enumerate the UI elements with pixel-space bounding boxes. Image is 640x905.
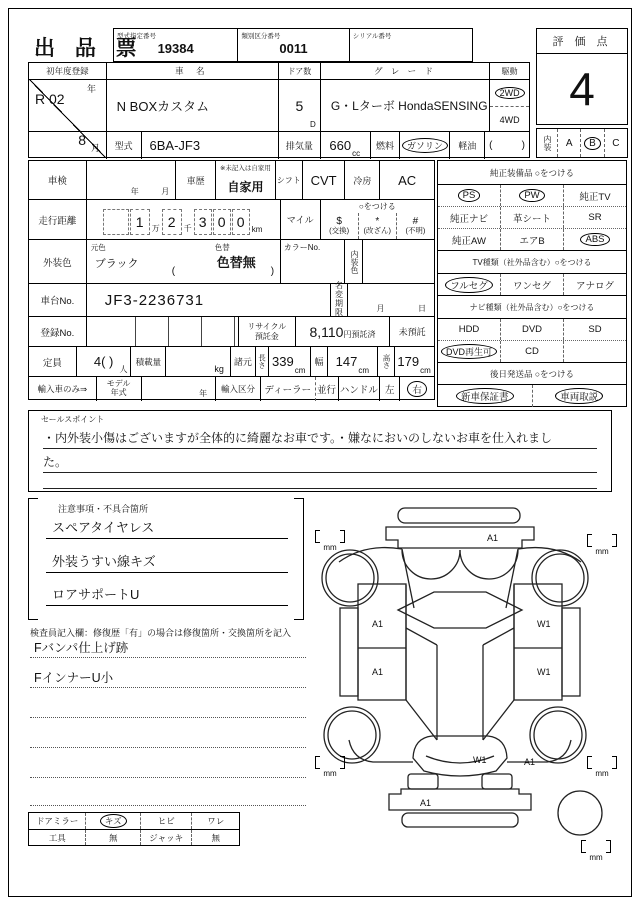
- media-dvd-play: [438, 341, 500, 362]
- shaken-date-cell: 年 月: [86, 161, 176, 199]
- front-panel: [386, 527, 534, 548]
- inspector-label: 検査員記入欄：修復歴「有」の場合は修復箇所・交換箇所を記入: [30, 628, 292, 638]
- circled-mark: 右: [409, 382, 425, 396]
- equip-ps: [438, 185, 500, 206]
- ac-value: AC: [379, 161, 434, 199]
- measure-bracket: [587, 756, 617, 779]
- odo-digit: 1: [130, 209, 150, 235]
- roof-panel: [398, 592, 522, 628]
- first-reg-cell: [29, 79, 106, 158]
- mirror-broken: ワレ: [191, 813, 239, 829]
- shift-label: シフト: [275, 161, 302, 199]
- circled-mark: B: [586, 138, 599, 149]
- damage-label-door-rr: W1: [537, 667, 551, 677]
- wheel-front-left: [322, 550, 378, 606]
- repaint-label: 色替: [214, 243, 230, 252]
- import-parallel: 並行: [315, 377, 338, 401]
- ext-color-label: 外装色: [43, 257, 72, 269]
- length-value: 339 cm: [268, 347, 310, 376]
- car-name-header: 車 名: [106, 63, 278, 79]
- circled-mark: 新車保証書: [458, 389, 512, 403]
- notes-box: [28, 498, 304, 620]
- circled-mark: ABS: [582, 234, 607, 245]
- rocker-left: [340, 608, 358, 696]
- color-no-label: カラーNo.: [283, 243, 321, 252]
- name-change-date: 月 日: [347, 284, 434, 316]
- doors-cell: [278, 80, 320, 131]
- history-cell: [215, 161, 275, 199]
- load-cell: kg: [165, 347, 230, 376]
- roof-rail-lines: [437, 645, 483, 740]
- color-no-cell: [280, 240, 345, 283]
- circled-mark: PS: [460, 190, 479, 201]
- interior-c: C: [604, 129, 627, 157]
- damage-label-door-fl: A1: [372, 619, 384, 629]
- chassis-label: 車台No.: [40, 296, 75, 307]
- mirror-crack: ヒビ: [140, 813, 192, 829]
- orig-color-label: 元色: [90, 243, 106, 252]
- equip-navi: 純正ナビ: [449, 213, 488, 225]
- car-outline: [315, 500, 630, 890]
- note-line: ロアサポートU: [46, 580, 288, 606]
- tv-fullseg: [438, 274, 500, 295]
- first-reg-header: 初年度登録: [46, 66, 89, 76]
- mark-unknown: # (不明): [396, 213, 434, 239]
- handle-right: [399, 377, 434, 401]
- odo-digit: 0: [213, 209, 231, 235]
- history-label: 車歴: [175, 161, 215, 199]
- name-change-label: 名変期限: [330, 284, 348, 316]
- rear-fenders: [349, 740, 571, 762]
- vehicle-table: [28, 62, 530, 158]
- later-ship-header: 後日発送品 ○をつける: [438, 362, 626, 384]
- month-unit: 月: [90, 143, 100, 153]
- equip-leather: 革シート: [500, 207, 563, 228]
- circled-mark: ガソリン: [404, 139, 446, 152]
- field-serial: [349, 29, 472, 61]
- equip-aw: 純正AW: [452, 235, 486, 247]
- later-manual: [532, 385, 627, 407]
- odo-unit: km: [251, 225, 263, 234]
- form-title: 出 品 票: [34, 37, 144, 60]
- field-value: 0011: [279, 40, 308, 56]
- wheel-front-right: [532, 550, 588, 606]
- car-name: N BOXカスタム: [106, 80, 278, 131]
- ac-label: 冷房: [344, 161, 379, 199]
- reg-year: R 02: [35, 91, 65, 107]
- mark-header: ○をつける: [358, 202, 396, 211]
- rear-bumper: [402, 813, 518, 827]
- score-label: 評 価 点: [537, 29, 627, 54]
- grade-value: G・Lターボ HondaSENSING: [320, 80, 489, 131]
- field-model-code: [114, 29, 237, 61]
- media-empty: [563, 341, 626, 362]
- navi-dvd: DVD: [500, 319, 563, 340]
- mirror-scratch: [85, 813, 139, 829]
- wiper-arc: [402, 550, 460, 579]
- mile-label: マイル: [280, 200, 320, 239]
- circled-mark: キズ: [102, 815, 125, 827]
- jack-none: 無: [191, 830, 239, 845]
- circled-mark: 2WD: [497, 88, 523, 98]
- rocker-right: [562, 608, 580, 696]
- fuel-gasoline: [399, 132, 449, 159]
- circled-mark: フルセグ: [447, 278, 491, 292]
- shift-value: CVT: [302, 161, 345, 199]
- odo-digit: 2: [162, 209, 182, 235]
- color-cell: 元色 ブラック 色替 色替無 ( ): [86, 240, 280, 283]
- displacement-value: 660 cc: [320, 132, 370, 159]
- equip-airbag: エアB: [500, 229, 563, 250]
- width-label: 幅: [310, 347, 328, 376]
- tool-label: 工具: [48, 832, 66, 843]
- circled-mark: PW: [521, 190, 542, 201]
- bracket-left: [28, 498, 38, 620]
- damage-label-door-rl: A1: [372, 667, 384, 677]
- measure-bracket: [315, 756, 345, 779]
- height-label: 高さ: [377, 347, 394, 376]
- later-warranty: [438, 385, 532, 407]
- orig-color: ブラック: [94, 258, 139, 270]
- damage-label-front: A1: [487, 533, 499, 543]
- jack-label: ジャッキ: [140, 830, 192, 845]
- field-label: 類別区分番号: [241, 33, 281, 40]
- sales-line-2: た。: [43, 451, 597, 473]
- model-year-label: モデル年式: [96, 377, 141, 401]
- taillight-left: [408, 774, 438, 789]
- pillar-diagonals-front: [406, 628, 514, 645]
- wiper-arc: [460, 550, 518, 579]
- rear-panel: [389, 789, 531, 810]
- inspector-line: FインナーU小: [30, 662, 306, 688]
- capacity-cell: 4( ) 人: [76, 347, 131, 376]
- doors-header: ドア数: [278, 63, 320, 79]
- import-dealer: ディーラー: [260, 377, 315, 401]
- equip-abs: [563, 229, 626, 250]
- model-value: 6BA-JF3: [141, 132, 278, 159]
- mm-unit: mm: [595, 547, 609, 556]
- sales-point-box: [28, 410, 612, 492]
- navi-sd: SD: [563, 319, 626, 340]
- fuel-paren: ( ): [484, 132, 529, 159]
- height-value: 179 cm: [394, 347, 434, 376]
- doors-sub: D: [310, 120, 316, 129]
- equip-pw: [500, 185, 563, 206]
- equipment-header: 純正装備品 ○をつける: [490, 167, 574, 178]
- header-field-box: [113, 28, 473, 62]
- tv-type-header: TV種類（社外品含む）○をつける: [438, 250, 626, 273]
- navi-type-header: ナビ種類（社外品含む）○をつける: [438, 295, 626, 318]
- odometer-cell: 1 万 2 千 3 0 0 km: [86, 200, 280, 239]
- tool-none: 無: [85, 830, 139, 845]
- reg-month: 8: [78, 132, 86, 148]
- equip-sr: SR: [563, 207, 626, 228]
- mark-exchange: $ (交換): [329, 216, 350, 236]
- front-bumper: [398, 508, 520, 523]
- mark-tamper: * (改ざん): [358, 213, 396, 239]
- inspector-line: [30, 722, 306, 748]
- wheel-rear-left: [324, 707, 380, 763]
- damage-label-rear-glass: W1: [473, 755, 487, 765]
- measure-bracket: [587, 534, 617, 557]
- displacement-label: 排気量: [278, 132, 320, 159]
- interior-a: A: [557, 129, 580, 157]
- note-line: スペアタイヤレス: [46, 513, 288, 539]
- mm-unit: mm: [595, 769, 609, 778]
- notes-label: 注意事項・不具合箇所: [58, 504, 149, 514]
- interior-label: 内装: [543, 135, 552, 151]
- pillar-diagonals-rear: [406, 700, 514, 740]
- mm-unit: mm: [323, 769, 337, 778]
- inspector-line: [30, 752, 306, 778]
- inspector-line: [30, 692, 306, 718]
- field-class-code: [237, 29, 348, 61]
- fuel-label: 燃料: [370, 132, 400, 159]
- odo-marks-cell: [320, 200, 434, 239]
- import-label: 輸入車のみ⇒: [37, 384, 88, 394]
- repaint-value: 色替無: [216, 255, 256, 270]
- measure-bracket: [581, 840, 611, 863]
- model-label: 型式: [106, 132, 141, 159]
- side-window-lines: [406, 585, 514, 700]
- field-label: 型式指定番号: [117, 33, 156, 40]
- chassis-value: JF3-2236731: [86, 284, 330, 316]
- damage-label-rear: A1: [420, 798, 432, 808]
- media-cd: CD: [500, 341, 563, 362]
- recycle-label: リサイクル預託金: [238, 317, 295, 346]
- length-label: 長さ: [255, 347, 268, 376]
- circled-mark: DVD再生可: [443, 345, 495, 358]
- recycle-value: 8,110 円預託済: [295, 317, 390, 346]
- odo-digit: 0: [232, 209, 250, 235]
- spare-tire: [558, 791, 602, 835]
- bracket-right: [294, 498, 304, 620]
- equip-tv: 純正TV: [563, 185, 626, 206]
- int-color-label: 内装色: [345, 240, 363, 283]
- taillight-right: [482, 774, 512, 789]
- sales-point-label: セールスポイント: [41, 415, 105, 424]
- spec-label: 諸元: [230, 347, 255, 376]
- int-color-cell: [344, 240, 434, 283]
- equipment-table: [437, 160, 627, 407]
- details-table: [28, 160, 435, 400]
- score-box: [536, 28, 628, 125]
- mm-unit: mm: [323, 543, 337, 552]
- fuel-diesel: 軽油: [449, 132, 484, 159]
- width-value: 147 cm: [327, 347, 377, 376]
- handle-left: 左: [379, 377, 399, 401]
- navi-hdd: HDD: [458, 324, 480, 335]
- sales-line-1: ・内外装小傷はございますが全体的に綺麗なお車です。・嫌なにおいのしないお車を仕入れまし: [43, 423, 597, 449]
- grade-header: グ レ ー ド: [320, 63, 489, 79]
- inspector-line: [30, 780, 306, 806]
- year-unit: 年: [86, 84, 96, 94]
- tv-oneseg: ワンセグ: [500, 274, 563, 295]
- shaken-label: 車検: [47, 176, 67, 187]
- recycle-alt: 未預託: [389, 317, 434, 346]
- inspector-line: Fバンパ仕上げ跡: [30, 632, 306, 658]
- score-value: 4: [569, 63, 595, 115]
- drive-cell: 2WD 4WD: [489, 80, 529, 131]
- mirror-label: ドアミラー: [36, 816, 79, 826]
- field-label: シリアル番号: [352, 33, 392, 40]
- car-diagram: [315, 500, 630, 890]
- doors-value: 5: [295, 97, 304, 114]
- history-note: ※未記入は自家用: [219, 165, 271, 172]
- tools-table: [28, 812, 240, 846]
- mm-unit: mm: [589, 853, 603, 862]
- measure-bracket: [315, 530, 345, 553]
- circled-mark: 車両取説: [557, 389, 601, 403]
- note-line: 外装うすい線キズ: [46, 547, 288, 573]
- sales-line-3: [43, 474, 597, 489]
- odo-digit: 3: [194, 209, 212, 235]
- model-year-cell: 年: [141, 377, 216, 401]
- reg-no-cells: [86, 317, 238, 346]
- reg-no-label: 登録No.: [40, 327, 75, 339]
- interior-b: [580, 129, 603, 157]
- interior-grade-box: [536, 128, 628, 158]
- field-value: 19384: [157, 40, 194, 56]
- handle-label: ハンドル: [338, 377, 380, 401]
- tv-analog: アナログ: [563, 274, 626, 295]
- drive-header: 駆動: [489, 63, 529, 79]
- damage-label-quarter: A1: [524, 757, 536, 767]
- history-value: 自家用: [227, 180, 264, 194]
- mileage-label: 走行距離: [38, 215, 77, 227]
- import-class-label: 輸入区分: [215, 377, 260, 401]
- capacity-label: 定員: [42, 357, 62, 369]
- wheel-rear-right: [530, 707, 586, 763]
- load-label: 積載量: [130, 347, 165, 376]
- damage-label-door-fr: W1: [537, 619, 551, 629]
